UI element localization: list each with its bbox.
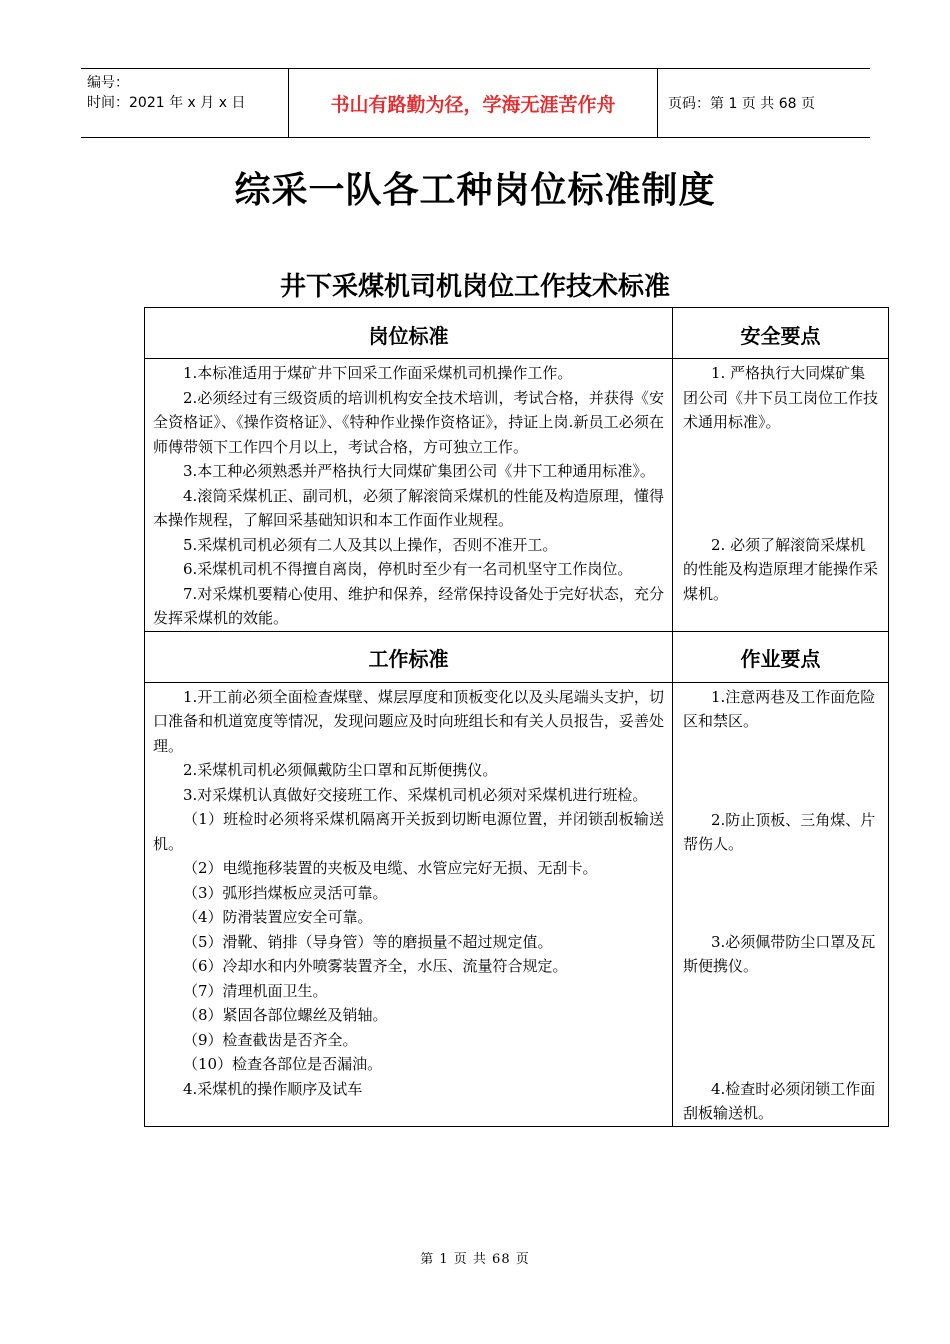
work-standard-item: （4）防滑装置应安全可靠。 — [183, 908, 373, 926]
operation-point-item: 1.注意两巷及工作面危险区和禁区。 — [683, 687, 876, 730]
work-standard-item: （9）检查截齿是否齐全。 — [183, 1030, 358, 1049]
post-standard-item: 1.本标准适用于煤矿井下回采工作面采煤机司机操作工作。 — [183, 364, 573, 382]
work-standard-item: 3.对采煤机认真做好交接班工作、采煤机司机必须对采煤机进行班检。 — [183, 785, 648, 804]
safety-point-item: 1. 严格执行大同煤矿集团公司《井下员工岗位工作技术通用标准》。 — [683, 364, 879, 431]
safety-points-content — [673, 359, 889, 632]
post-standard-item: 6.采煤机司机不得擅自离岗，停机时至少有一名司机坚守工作岗位。 — [183, 560, 633, 578]
column-header-post-standard: 岗位标准 — [145, 308, 673, 359]
safety-point-item: 2. 必须了解滚筒采煤机的性能及构造原理才能操作采煤机。 — [683, 535, 879, 603]
work-standard-item: 4.采煤机的操作顺序及试车 — [183, 1079, 363, 1098]
post-standard-item: 4.滚筒采煤机正、副司机，必须了解滚筒采煤机的性能及构造原理，懂得本操作规程，了解回采基础知识和本工作面作业规程。 — [153, 486, 664, 529]
document-header — [81, 68, 870, 138]
work-standard-item: （7）清理机面卫生。 — [183, 981, 328, 1000]
column-header-safety-points: 安全要点 — [673, 308, 889, 359]
header-motto: 书山有路勤为径，学海无涯苦作舟 — [288, 69, 658, 137]
work-standard-item: （3）弧形挡煤板应灵活可靠。 — [183, 883, 388, 902]
work-standard-item: （2）电缆拖移装置的夹板及电缆、水管应完好无损、无刮卡。 — [183, 859, 598, 877]
header-meta — [81, 69, 288, 137]
work-standard-item: （5）滑靴、销排（导身管）等的磨损量不超过规定值。 — [183, 932, 553, 951]
operation-point-item: 4.检查时必须闭锁工作面刮板输送机。 — [683, 1079, 876, 1122]
post-standard-item: 5.采煤机司机必须有二人及其以上操作，否则不准开工。 — [183, 535, 558, 554]
header-date: 时间：2021 年 x 月 x 日 — [87, 95, 246, 111]
column-header-operation-points: 作业要点 — [673, 631, 889, 682]
work-standard-item: 2.采煤机司机必须佩戴防尘口罩和瓦斯便携仪。 — [183, 761, 498, 779]
header-number-label: 编号： — [87, 75, 129, 91]
work-standard-item: （8）紧固各部位螺丝及销轴。 — [183, 1006, 388, 1024]
document-subtitle: 井下采煤机司机岗位工作技术标准 — [279, 272, 670, 302]
work-standard-content — [145, 682, 673, 1126]
operation-point-item: 3.必须佩带防尘口罩及瓦斯便携仪。 — [683, 932, 876, 975]
work-standard-item: （10）检查各部位是否漏油。 — [183, 1055, 383, 1073]
post-standard-item: 7.对采煤机要精心使用、维护和保养，经常保持设备处于完好状态，充分发挥采煤机的效能。 — [153, 584, 664, 627]
column-header-work-standard: 工作标准 — [145, 631, 673, 682]
post-standard-item: 2.必须经过有三级资质的培训机构安全技术培训，考试合格，并获得《安全资格证》、《操作资格证》、《特种作业操作资格证》，持证上岗.新员工必须在师傅带领下工作四个月以上，考试合格，方可独立工作。 — [153, 388, 664, 456]
work-standard-item: 1.开工前必须全面检查煤壁、煤层厚度和顶板变化以及头尾端头支护，切口准备和机道宽度等情况，发现问题应及时向班组长和有关人员报告，妥善处理。 — [153, 687, 664, 755]
post-standard-item: 3.本工种必须熟悉并严格执行大同煤矿集团公司《井下工种通用标准》。 — [183, 462, 655, 480]
page-footer: 第 1 页 共 68 页 — [420, 1252, 530, 1267]
work-standard-item: （6）冷却水和内外喷雾装置齐全，水压、流量符合规定。 — [183, 957, 568, 975]
operation-points-content — [673, 682, 889, 1126]
operation-point-item: 2.防止顶板、三角煤、片帮伤人。 — [683, 810, 876, 853]
standards-table — [144, 307, 889, 1127]
header-page-info: 页码：第 1 页 共 68 页 — [668, 96, 815, 112]
document-title: 综采一队各工种岗位标准制度 — [234, 170, 716, 211]
work-standard-item: （1）班检时必须将采煤机隔离开关扳到切断电源位置，并闭锁刮板输送机。 — [153, 810, 664, 853]
post-standard-content — [145, 359, 673, 632]
